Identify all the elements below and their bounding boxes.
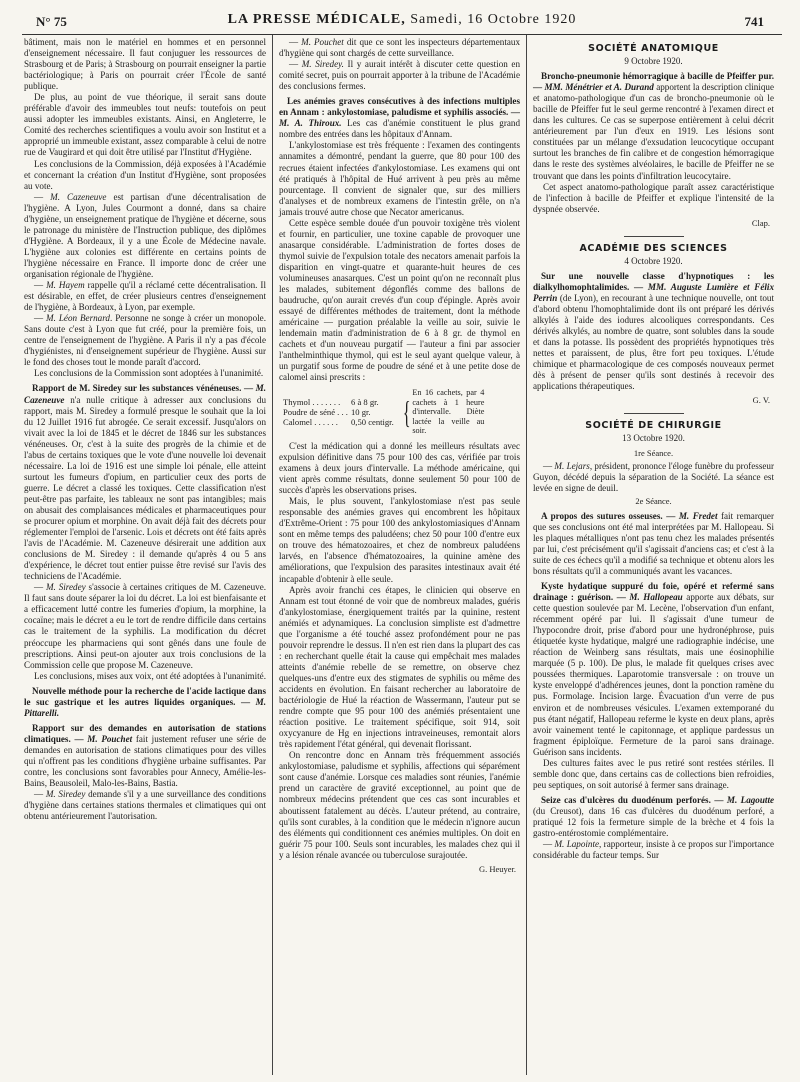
speaker-name: M. Pittarelli. — [24, 696, 266, 718]
journal-title — [18, 12, 786, 28]
paragraph: Les conclusions de la Commission sont adoptées à l'unanimité. — [34, 368, 264, 379]
section-date: 4 Octobre 1920. — [624, 255, 683, 266]
article-title: Kyste hydatique suppuré du foie, opéré et refermé sans drainage : guérison. — [533, 581, 774, 603]
article-entry: Rapport de M. Siredey sur les substances vénéneuses. — M. Cazeneuve n'a nulle critique à adresser aux conclusions du rapport, mais M. Siredey a formulé presque le souhait que la loi du 12 Juillet 1916 fut abrogée. Ce serait excessif. Jusqu'alors on vivait avec la loi de 1845 et le décret de 1846 sur les substances vénéneuses. Or, c'est à la suite des progrès de la chimie et de l'abus de certains toxiques que le vote d'une nouvelle loi devenait nécessaire. La loi de 1916 est une simple loi pénale, elle atteint surtout les fumeurs d'opium, en particulier ceux des ports de guerre. Le décret a classé les toxiques. Cette classification n'est peut-être pas parfaite, les tableaux ne sont pas intangibles; mais on abusait des complaisances médicales et pharmaceutiques pour se procurer opium et morphine. On avait déjà fait des décrets pour réglementer l'emploi de l'arsenic. Lois et décrets ont été faits après l'avis de l'Académie. M. Cazeneuve désirerait une addition aux conclusions de M. Siredey : il demande qu'après 4 ou 5 ans d'expérience, le décret tout entier puisse être revisé sur l'avis des techniciens de l'Académie. — [24, 383, 267, 582]
speaker-name: M. Léon Bernard — [46, 313, 110, 324]
speaker-name: M. A. Thiroux. — [279, 118, 342, 129]
paragraph: — M. Lejars, président, prononce l'éloge funèbre du professeur Guyon, décédé depuis la séparation de la Société. La séance est levée en signe de deuil. — [533, 460, 774, 493]
article-entry: Kyste hydatique suppuré du foie, opéré et refermé sans drainage : guérison. — M. Hallopeau apporte aux débats, sur cette question soulevée par M. Lecène, l'observation d'un enfant, récemment opéré par lui. Il s'agissait d'une tumeur de l'hypocondre droit, prise d'abord pour une hydronéphrose, puis étiquetée kyste hydatique, malgré une radiographie indécise, une réaction de Weinberg sans résultats, mais une éosinophilie marquée (5 p. 100). De plus, le malade fit quelques crises avec poussées thermiques. Laparotomie transversale : on trouve un kyste enveloppé d'adhérences jeunes, dont la ponction ramène du pus. Formolage. Incision large. Évacuation d'un verre de pus environ et de nombreuses vésicules. L'examen extemporané du pus étant négatif, Hallopeau referme le kyste en deux plans, après avoir vainement tenté le capitonnage, et applique pardessus un fragment épiploïque. Fermeture de la paroi sans drainage. Guérison sans incidents. — [533, 581, 774, 757]
speaker-name: M. Siredey — [45, 582, 86, 593]
article-entry: Sur une nouvelle classe d'hypnotiques : les dialkylhomophtalimides. — MM. Auguste Lumière et Félix Perrin (de Lyon), en recourant à une technique nouvelle, ont tout d'abord obtenu l'homophtalimide dont ils ont préparé les dérivés alkylés à l'aide des iodures alcooliques correspondants. Ces dérivés alkylés, au nombre de quatre, sont solubles dans la soude et dans la potasse. Ils possèdent des propriétés hypnotiques très nettes et paraissent, de plus, être fort peu toxiques. L'étude chimique et pharmacologique de ces composés nouveaux permet dès à présent de penser qu'ils sont destinés à recevoir des applications thérapeutiques. — [533, 270, 774, 392]
ingredient-qty: 6 à 8 gr. — [351, 397, 379, 408]
paragraph: Des cultures faites avec le pus retiré sont restées stériles. Il semble donc que, dans certains cas de collections bien refroidies, peu septiques, on soit autorisé à fermer sans drainage. — [533, 757, 774, 790]
speaker-name: M. Siredey — [45, 789, 86, 800]
ingredient-qty: 10 gr. — [351, 407, 371, 418]
paragraph: On rencontre donc en Annam très fréquemment associés ankylostomiase, paludisme et syphilis, affections qui séparément sont cause d'anémie. Lorsque ces maladies sont réunies, l'anémie prend un caractère de gravité exceptionnel, au point que de nombreux médecins prétendent que ces cas sont incurables et aboutissent fatalement au décès. L'auteur prétend, au contraire, qu'ils sont curables, à la condition que le médecin n'ignore aucun des éléments qui conditionnent ces anémies multiples. On doit en guérir 75 pour 100. Seuls sont incurables, les malades chez qui il y a lésion rénale avancée ou tuberculose surajoutée. — [279, 750, 520, 860]
paragraph: Mais, le plus souvent, l'ankylostomiase n'est pas seule responsable des anémies graves qui encombrent les hôpitaux d'Extrême-Orient : 75 pour 100 des ankylostomiasiques d'Annam sont en même temps des paludéens; chez 50 pour 100 d'entre eux on trouve des hématozoaires, et chez de nombreux paludéens larvés, en l'absence d'hématozoaires, la quinine amène des améliorations, que l'expulsion des parasites intestinaux avait été incapable d'obtenir à elle seule. — [279, 496, 520, 584]
ingredient-name: Calomel . . . . . . — [283, 417, 338, 428]
section-date: 9 Octobre 1920. — [624, 56, 683, 67]
paragraph-text: dit que ce sont les inspecteurs départementaux d'hygiène qui sont chargés de cette surveillance. — [279, 37, 520, 59]
issue-date: Samedi, 16 Octobre 1920 — [410, 12, 577, 27]
paragraph: — M. Siredey demande s'il y a une surveillance des conditions d'hygiène dans certaines stations thermales et climatiques qui ont obtenu antérieurement l'autorisation. — [24, 789, 266, 822]
speaker-name: M. Fredet — [678, 510, 718, 521]
session-label: 1re Séance. — [633, 447, 674, 458]
article-entry: Rapport sur des demandes en autorisation de stations climatiques. — M. Pouchet fait justement refuser une série de demandes en autorisation de stations climatiques pour des villes qui n'offrent pas les conditions d'hygiène urbaine suffisantes. Par contre, les conclusions sont favorables pour Annecy, Amélie-les-Bains, Beausoleil, Malo-les-Bains, Bastia. — [24, 722, 266, 789]
formula-row — [283, 397, 401, 407]
prescription-formula — [283, 388, 520, 436]
paragraph: bâtiment, mais non le matériel en hommes et en personnel d'enseignement nécessaire. Il faut conjuguer les ressources de Strasbourg et de Paris; à Strasbourg on pourrait enseigner la partie bactériologique; à Paris on pourrait créer l'École de santé publique. — [24, 37, 266, 92]
paragraph: — M. Siredey s'associe à certaines critiques de M. Cazeneuve. Il faut sans doute séparer la loi du décret. La loi est bienfaisante et a efficacement lutté contre les fumeries d'opium, la morphine, la cocaïne; mais le décret a eu le tort de rendre difficile dans certains cas le traitement de la syphilis. La modification du décret préoccupe les pharmaciens qui sont gênés dans une foule de prescriptions. Ainsi peut-on ajouter aux trois conclusions de la Commission celle que propose M. Cazeneuve. — [24, 582, 267, 670]
paragraph-text: Les cas d'anémie constituent le plus grand nombre des entrées dans les hôpitaux d'Annam. — [279, 118, 520, 140]
article-entry: Seize cas d'ulcères du duodénum perforés. — M. Lagoutte (du Creusot), dans 16 cas d'ulcères du duodénum perforé, a pratiqué 12 fois la fermeture simple de la brèche et 4 fois la gastro-entérostomie complémentaire. — [533, 794, 775, 839]
article-title: Nouvelle méthode pour la recherche de l'acide lactique dans le suc gastrique et les autres liquides organiques. — [24, 685, 266, 707]
article-title: Les anémies graves consécutives à des infections multiples en Annam : ankylostomiase, paludisme et syphilis associés. — [279, 96, 520, 118]
paragraph-text: fait remarquer que ses conclusions ont été mal interprétées par M. Hallopeau. Si les plaques métalliques n'ont pas tenu chez les malades présentés par lui, c'est précisément qu'il s'agissait d'anciens cas; et c'est à la suite de ces échecs qu'il a modifié sa technique et obtenu alors les bons résultats qu'il a communiqués avant les vacances. — [533, 510, 775, 576]
ingredient-qty: 0,50 centigr. — [351, 417, 394, 428]
section-divider — [624, 236, 684, 237]
page-header — [18, 0, 786, 34]
journal-name: LA PRESSE MÉDICALE, — [227, 12, 406, 27]
formula-note: En 16 cachets, par 4 cachets à 1 heure d'intervalle. Diète lactée la veille au soir. — [412, 388, 485, 436]
author-signature: G. V. — [752, 395, 770, 406]
article-title: A propos des sutures osseuses. — [541, 510, 663, 521]
paragraph-text: n'a nulle critique à adresser aux conclusions du rapport, mais M. Siredey a formulé presque le souhait que la loi du 12 Juillet 1916 fut abrogée. Ce serait excessif. Jusqu'alors on vivait avec la loi de 1845 et le décret de 1846 sur les substances vénéneuses. Or, c'est à la suite des progrès de la chimie et de l'abus de certains toxiques que le vote d'une nouvelle loi devenait nécessaire. La loi de 1916 est une simple loi pénale, elle atteint surtout les fumeurs d'opium, en particulier ceux des ports de guerre. Le décret a classé les toxiques. Cette classification n'est peut-être pas parfaite, les tableaux ne sont pas intangibles; mais on abusait des complaisances médicales et pharmaceutiques pour se procurer opium et morphine. On avait déjà fait des décrets pour réglementer l'emploi de l'arsenic. Lois et décrets ont été faits après l'avis de l'Académie. M. Cazeneuve désirerait une addition aux conclusions de M. Siredey : il demande qu'après 4 ou 5 ans d'expérience, le décret tout entier puisse être revisé sur l'avis des techniciens de l'Académie. — [24, 394, 266, 582]
section-title: SOCIÉTÉ ANATOMIQUE — [588, 43, 719, 54]
paragraph: — M. Hayem rappelle qu'il a réclamé cette décentralisation. Il est désirable, en effet, de créer plusieurs centres d'enseignement de l'hygiène, à Bordeaux, à Lyon, par exemple. — [24, 280, 266, 313]
paragraph-text: (du Creusot), dans 16 cas d'ulcères du duodénum perforé, a pratiqué 12 fois la fermeture simple de la brèche et 4 fois la gastro-entérostomie complémentaire. — [533, 805, 774, 839]
issue-number: N° 75 — [36, 14, 67, 29]
article-title: Rapport sur des demandes en autorisation de stations climatiques. — [24, 722, 266, 744]
paragraph-text: apporte aux débats, sur cette question soulevée par M. Lecène, l'observation d'un enfant, récemment opéré par lui. Il s'agissait d'une tumeur de l'hypocondre droit, prise d'abord pour une hydronéphrose, puis étiquetée kyste hydatique, malgré une radiographie indécise, une réaction de Weinberg sans résultats, mais une éosinophilie marquée (5 p. 100). De plus, le malade fit quelques crises avec poussées thermiques. Laparotomie transversale : on trouve un kyste enveloppé d'adhérences jeunes, dont la ponction ramène du pus. Formolage. Incision large. Évacuation d'un verre de pus environ et de nombreuses vésicules. L'examen extemporané du pus étant négatif, Hallopeau referme le kyste en deux plans, après avoir vainement tenté le capitonnage, et applique pardessus un fragment épiploïque. Fermeture de la paroi sans drainage. Guérison sans incidents. — [533, 592, 774, 757]
speaker-name: M. Pouchet — [301, 37, 344, 47]
speaker-name: M. Siredey. — [301, 59, 344, 70]
section-date: 13 Octobre 1920. — [622, 433, 685, 444]
paragraph-text: , rapporteur, insiste à ce propos sur l'importance considérable du facteur temps. Sur — [533, 839, 774, 861]
article-entry: A propos des sutures osseuses. — M. Fredet fait remarquer que ses conclusions ont été mal interprétées par M. Hallopeau. Si les plaques métalliques n'ont pas tenu chez les malades présentés par lui, c'est précisément qu'il s'agissait d'anciens cas; et c'est à la suite de ces échecs qu'il a modifié sa technique et obtenu alors les bons résultats qu'il a communiqués avant les vacances. — [533, 510, 775, 576]
speaker-name: M. Pouchet — [87, 733, 133, 744]
article-title: Rapport de M. Siredey sur les substances vénéneuses. — [32, 383, 242, 394]
paragraph-text: s'associe à certaines critiques de M. Cazeneuve. Il faut sans doute séparer la loi du décret. La loi est bienfaisante et a efficacement lutté contre les fumeries d'opium, la morphine, la cocaïne; mais le décret a eu le tort de rendre difficile dans certains cas le traitement de la syphilis. La modification du décret préoccupe les pharmaciens qui sont gênés dans une foule de prescriptions. Ainsi peut-on ajouter aux trois conclusions de la Commission celle que propose M. Cazeneuve. — [24, 582, 267, 670]
speaker-name: M. Hayem — [46, 280, 85, 291]
paragraph-text: fait justement refuser une série de demandes en autorisation de stations climatiques pour des villes qui n'offrent pas les conditions d'hygiène urbaine suffisantes. Par contre, les conclusions sont favorables pour Annecy, Amélie-les-Bains, Beausoleil, Malo-les-Bains, Bastia. — [24, 733, 266, 789]
paragraph: Après avoir franchi ces étapes, le clinicien qui observe en Annam est tout étonné de voir que de nombreux malades, guéris d'ankylostomiase, énergiquement traités par la quinine, restent anémiés et adynamiques. La conclusion simpliste est d'admettre que l'organisme a été touché assez profondément pour ne pas pouvoir reprendre le dessus. Il n'en est rien dans la plupart des cas : en recherchant quelle était la cause qui empêchait mes malades atteints d'anémie rebelle de se remettre, on observe chez quelques-uns d'entre eux des stigmates de syphilis ou même des accidents en évolution. En faisant rechercher au laboratoire de bactériologie de Hué la réaction de Wassermann, l'auteur put se rendre compte que 95 pour 100 des anémiés présentaient une réaction positive. Le traitement spécifique, soit 914, soit oxycyanure de Hg en injections intraveineuses, remontait alors très rapidement l'état général, qui devenait florissant. — [279, 584, 520, 750]
session-label: 2e Séance. — [635, 495, 672, 506]
column-2 — [272, 35, 526, 1075]
formula-row — [283, 417, 401, 427]
speaker-name: M. Lejars — [554, 460, 590, 471]
formula-row — [283, 407, 401, 417]
speaker-name: MM. Auguste Lumière et Félix Perrin — [533, 281, 774, 303]
column-3 — [526, 35, 780, 1075]
speaker-name: M. Cazeneuve — [50, 191, 107, 202]
ingredient-name: Thymol . . . . . . . — [283, 397, 341, 408]
paragraph: — M. Cazeneuve est partisan d'une décentralisation de l'hygiène. A Lyon, Jules Courmont a donné, dans sa chaire d'hygiène, un enseignement pratique de l'hygiène et décerne, sous le patronage du ministère de l'Instruction publique, des diplômes d'Hygiène. A Bordeaux, il y a une École de Médecine navale. L'hygiène aux colonies est différente en certains points de l'hygiène nécessaire en France. Il importe donc de créer une organisation régionale de l'hygiène. — [24, 191, 266, 279]
speaker-name: M. Cazeneuve — [24, 383, 267, 405]
author-signature: G. Heuyer. — [478, 863, 516, 874]
paragraph-text: Il y aurait intérêt à discuter cette question en comité secret, puis on pourrait apporter à la tribune de l'Académie des conclusions fermes. — [279, 59, 521, 92]
paragraph-text: (de Lyon), en recourant à une technique nouvelle, ont tout d'abord obtenu l'homophtalimide dont ils ont préparé les dérivés alkylés à l'aide des iodures alcooliques correspondants. Ces dérivés alkylés, au nombre de quatre, sont solubles dans la soude et dans la potasse. Ils possèdent des propriétés hypnotiques très nettes et paraissent, de plus, être fort peu toxiques. L'étude chimique et pharmacologique de ces composés nouveaux permet dès à présent de penser qu'ils sont destinés à recevoir des applications thérapeutiques. — [533, 292, 774, 392]
section-divider — [624, 413, 684, 414]
paragraph: Les conclusions de la Commission, déjà exposées à l'Académie et concernant la création d'un Institut d'Hygiène, sont proposées au vote. — [24, 158, 266, 191]
paragraph: — M. Léon Bernard. Personne ne songe à créer un monopole. Sans doute c'est à Lyon que fut créé, pour la première fois, un centre de l'enseignement de l'hygiène. A Paris il n'y a pas d'école d'hygiénistes, ni d'enseignement supérieur de l'hygiène. Aussi sur le fond des choses tout le monde paraît d'accord. — [24, 313, 266, 368]
paragraph-text: , président, prononce l'éloge funèbre du professeur Guyon, décédé depuis la séparation de la Société. La séance est levée en signe de deuil. — [533, 460, 774, 493]
paragraph: Les conclusions, mises aux voix, ont été adoptées à l'unanimité. — [34, 670, 266, 681]
speaker-name: M. Lagoutte — [726, 794, 775, 805]
paragraph: Cette espèce semble douée d'un pouvoir toxigène très violent et fournir, en particulier, une toxine capable de provoquer une anasarque considérable. L'administration de fortes doses de thymol suivie de l'expulsion totale des necators amenait parfois la disparition en vingt-quatre et quarante-huit heures de ces volumineuses anasarques. C'est un point qu'on ne reconnaît plus les malades, subitement dégonflés comme des ballons de baudruche, qu'on aurait crevés d'un coup d'épingle. Après avoir essayé de différentes méthodes de traitement, dont la méthode américaine — purgation préalable la veille au soir, suivie le lendemain matin d'administration de 6 à 8 gr. de thymol en cachets et d'un nouveau purgatif — l'auteur a fini par associer l'anthelminthique thymol, qui est le seul ayant quelque valeur, à un purgatif sous forme de poudre de séné et à une petite dose de calomel ainsi prescrits : — [279, 217, 520, 383]
article-entry: Les anémies graves consécutives à des infections multiples en Annam : ankylostomiase, paludisme et syphilis associés. — M. A. Thiroux. Les cas d'anémie constituent le plus grand nombre des entrées dans les hôpitaux d'Annam. — [279, 96, 520, 140]
article-entry: Broncho-pneumonie hémorragique à bacille de Pfeiffer pur. — MM. Ménétrier et A. Durand apportent la description clinique et anatomo-pathologique d'un cas de broncho-pneumonie où le bacille de Pfeiffer fut le seul germe rencontré à l'examen direct et dans les cultures. Ce cas se superpose entièrement à celui décrit antérieurement par l'un d'eux en 1919. Les lésions sont constituées par un mélange d'exsudation leucocytique occupant surtout les branches de fin calibre et de congestion hémorragique dans le reste des systèmes alvéolaires, le bacille de Pfeiffer ne se trouvant que dans les points d'infiltration leucocytaire. — [533, 71, 774, 181]
paragraph: — M. Pouchet dit que ce sont les inspecteurs départementaux d'hygiène qui sont chargés de cette surveillance. — [279, 37, 520, 59]
formula-rows — [283, 397, 401, 427]
paragraph-text: apportent la description clinique et anatomo-pathologique d'un cas de broncho-pneumonie où le bacille de Pfeiffer fut le seul germe rencontré à l'examen direct et dans les cultures. Ce cas se superpose entièrement à celui décrit antérieurement par l'un d'eux en 1919. Les lésions sont constituées par un mélange d'exsudation leucocytique occupant surtout les branches de fin calibre et de congestion hémorragique dans le reste des systèmes alvéolaires, le bacille de Pfeiffer ne se trouvant que dans les points d'infiltration leucocytaire. — [533, 82, 774, 181]
article-entry: Nouvelle méthode pour la recherche de l'acide lactique dans le suc gastrique et les autres liquides organiques. — M. Pittarelli. — [24, 685, 266, 718]
speaker-name: M. Lapointe — [554, 839, 600, 850]
section-title: ACADÉMIE DES SCIENCES — [579, 242, 728, 254]
ingredient-name: Poudre de séné . . . — [283, 407, 348, 418]
author-signature: Clap. — [751, 217, 770, 228]
speaker-name: M. Hallopeau — [629, 592, 683, 603]
brace-symbol: { — [402, 394, 411, 431]
paragraph-text: rappelle qu'il a réclamé cette décentralisation. Il est désirable, en effet, de créer plusieurs centres d'enseignement de l'hygiène, à Bordeaux, à Lyon, par exemple. — [24, 280, 266, 313]
paragraph-text: demande s'il y a une surveillance des conditions d'hygiène dans certaines stations thermales et climatiques qui ont obtenu antérieurement l'autorisation. — [24, 789, 266, 822]
paragraph: De plus, au point de vue théorique, il serait sans doute préférable d'avoir des immeubles tout neufs: toutefois on peut aussi adopter les immeubles existants. Ainsi, en Angleterre, le Comité des recherches scientifiques a voulu avoir son Institut et a approprié un immeuble existant, assez comparable à celui de notre rue de Vaugirard et qui doit être utilisé par l'Institut d'Hygiène. — [24, 92, 266, 158]
article-title: Sur une nouvelle classe d'hypnotiques : les dialkylhomophtalimides. — [533, 270, 774, 292]
article-title: Broncho-pneumonie hémorragique à bacille de Pfeiffer pur. — [541, 71, 774, 82]
paragraph: L'ankylostomiase est très fréquente : l'examen des contingents annamites a démontré, pendant la guerre, que 80 pour 100 des recrues étaient infectées d'ankylostomiase. Les examens qui ont été pratiqués à l'hôpital de Hué arrivent à peu près au même pourcentage. Il convient de signaler que, sur des milliers d'analyses et de nombreux examens de l'intestin grêle, on n'a jamais trouvé autre chose que Necator americanus. — [279, 140, 520, 217]
paragraph: C'est la médication qui a donné les meilleurs résultats avec expulsion définitive dans 75 pour 100 des cas, vérifiée par trois examens à deux jours d'intervalle. La méthode américaine, qui vient après comme résultats, donne seulement 50 pour 100 de succès d'après les observations prises. — [279, 440, 520, 496]
section-title: SOCIÉTÉ DE CHIRURGIE — [585, 420, 722, 432]
column-1 — [18, 35, 272, 1075]
article-title: Seize cas d'ulcères du duodénum perforés. — [541, 794, 711, 805]
columns — [18, 35, 786, 1075]
paragraph-text: est partisan d'une décentralisation de l'hygiène. A Lyon, Jules Courmont a donné, dans sa chaire d'hygiène, un enseignement pratique de l'hygiène et décerne, sous le patronage du ministère de l'Instruction publique, des diplômes d'Hygiène. A Bordeaux, il y a une École de Médecine navale. L'hygiène aux colonies est différente en certains points de l'hygiène nécessaire en France. Il importe donc de créer une organisation régionale de l'hygiène. — [24, 191, 266, 279]
paragraph-text: . Personne ne songe à créer un monopole. Sans doute c'est à Lyon que fut créé, pour la première fois, un centre de l'enseignement de l'hygiène. A Paris il n'y a pas d'école d'hygiénistes, ni d'enseignement supérieur de l'hygiène. Aussi sur le fond des choses tout le monde paraît d'accord. — [24, 313, 266, 368]
page-number: 741 — [744, 14, 764, 29]
paragraph: — M. Siredey. Il y aurait intérêt à discuter cette question en comité secret, puis on pourrait apporter à la tribune de l'Académie des conclusions fermes. — [279, 59, 521, 92]
paragraph: Cet aspect anatomo-pathologique paraît assez caractéristique de l'infection à bacille de Pfeiffer et explique l'intensité de la dyspnée observée. — [533, 181, 774, 214]
paragraph: — M. Lapointe, rapporteur, insiste à ce propos sur l'importance considérable du facteur temps. Sur — [533, 839, 774, 861]
speaker-name: MM. Ménétrier et A. Durand — [544, 82, 654, 93]
